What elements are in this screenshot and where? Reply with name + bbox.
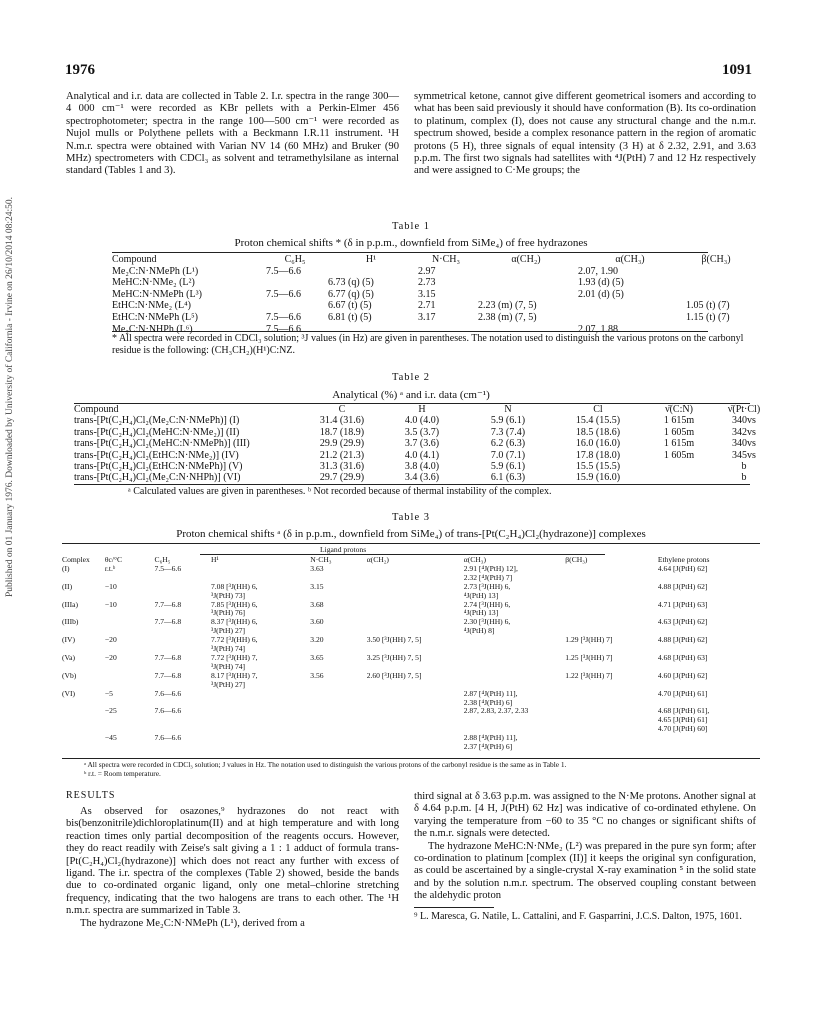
table3-cell: 4.68 [J(PtH) 63] (657, 652, 708, 662)
table2-cell: 5.9 (6.1) (490, 415, 526, 427)
table3-cell (60, 707, 103, 734)
table3-label: Table 3 (391, 512, 431, 523)
right-paragraph-2: The hydrazone MeHC:N·NMe₂ (L²) was prepared in the pure syn form; after co-ordination to platinum [complex (II)] it keeps the original syn configuration, as could be ascertained by a single-crystal X-ray examination ⁵ in the solid state and by the solution n.m.r. spectrum. The observed coupling constant between the aldehydic proton (414, 840, 756, 902)
table-row (60, 690, 762, 708)
table2-cell: 3.5 (3.7) (404, 426, 440, 438)
table3-cell (308, 734, 364, 752)
table3-cell: 7.7—6.8 (154, 599, 182, 609)
table2-cell: trans-[Pt(C₂H₄)Cl₂(EtHC:N·NMe₂)] (IV) (74, 449, 239, 461)
table2-cell: 7.0 (7.1) (490, 449, 526, 461)
table1-header-row (110, 254, 748, 266)
table3-caption: Proton chemical shifts ᵃ (δ in p.p.m., downfield from SiMe₄) of trans-[Pt(C₂H₄)Cl₂(hydrazone)] complexes (176, 528, 646, 540)
table2-cell: 15.4 (15.5) (575, 415, 621, 427)
table3-cell: (Vb) (62, 670, 77, 680)
table-row (60, 672, 762, 690)
table1-cell (264, 300, 326, 312)
table1-cell: 1.05 (t) (7) (686, 300, 730, 312)
table3-cell: 4.60 [J(PtH) 62] (657, 670, 708, 680)
table3-cell (365, 583, 462, 601)
table3-cell: 1.22 [³J(HH) 7] (565, 670, 613, 680)
table3-cell: 8.37 [³J(HH) 6, ³J(PtH) 27] (210, 617, 258, 636)
table2-cell: 16.0 (16.0) (575, 438, 621, 450)
table1-cell: 2.07, 1.90 (578, 265, 618, 277)
table1-cell: 7.5—6.6 (266, 323, 301, 335)
table3-header-cell: α(CH₂) (366, 555, 389, 564)
table3-cell: 4.63 [J(PtH) 62] (657, 617, 708, 627)
footnote-rule (414, 907, 494, 908)
table3-cell (563, 734, 656, 752)
table1-cell (684, 277, 748, 289)
table1-cell: 6.67 (t) (5) (328, 300, 372, 312)
table1-cell: MeHC:N·NMe₂ (L²) (112, 277, 195, 289)
table2-cell: 21.2 (21.3) (319, 449, 365, 461)
table3-cell (103, 672, 153, 690)
table3-header-cell: H¹ (210, 555, 219, 564)
table2-cell: trans-[Pt(C₂H₄)Cl₂(MeHC:N·NMe₂)] (II) (74, 426, 240, 438)
page-number: 1091 (722, 62, 752, 78)
table3-cell: −25 (104, 706, 117, 716)
table3-cell: −5 (104, 688, 113, 698)
table3-cell (308, 707, 364, 734)
table1-cell: 2.01 (d) (5) (578, 288, 624, 300)
right-paragraph-1: third signal at δ 3.63 p.p.m. was assigned to the N·Me protons. Another signal at δ 4.64 p.p.m. [4 H, J(PtH) 62 Hz] was indicative of co-ordinated ethylene. On varying the temperature from −60 to 35 °C no changes or significant shifts of the n.m.r. signals were detected. (414, 791, 756, 840)
table3-cell: 3.68 (310, 599, 324, 609)
table2-header-cell: ν̄(C:N) (665, 404, 693, 415)
table-row (60, 583, 762, 601)
table3-rule-bottom (62, 758, 760, 759)
table2-cell: 3.8 (4.0) (404, 461, 440, 473)
table1-cell: 2.07, 1.88 (578, 323, 618, 335)
table3-cell: 1.25 [³J(HH) 7] (565, 652, 613, 662)
table1-cell (684, 266, 748, 278)
table-row (60, 636, 762, 654)
table1-cell (476, 289, 576, 301)
table2-cell (644, 461, 714, 472)
table1-cell: 7.5—6.6 (266, 265, 301, 277)
table1-cell: EtHC:N·NMe₂ (L⁴) (112, 300, 191, 312)
table2-cell: 340vs (732, 415, 756, 427)
results-paragraph-1: As observed for osazones,⁹ hydrazones do not react with bis(benzonitrile)dichloroplatinum(II) and at high temperature and with long reaction times only partial decomposition of the reagents occurs. However, they do react readily with Zeise's salt giving a 1 : 1 adduct of formula trans-[Pt(C₂H₄)Cl₂(hydrazone)] which does not react any further with excess of ligand. The i.r. spectra of the complexes (Table 2) showed, beside the bands due to co-ordinated organic ligand, only one metal–chlorine stretching frequency, indicating that the two halogens are trans to each other. The ¹H n.m.r. spectra are summarized in Table 3. (66, 806, 399, 917)
table3 (60, 556, 762, 752)
table3-cell: 3.15 (310, 581, 324, 591)
table1 (110, 254, 748, 335)
table2-header-row (72, 404, 774, 415)
table1-cell (326, 266, 416, 278)
table3-cell: (I) (62, 563, 70, 573)
table1-cell: Me₂C:N·NMePh (L¹) (112, 265, 199, 277)
table2-cell: 29.9 (29.9) (319, 438, 365, 450)
table3-footnote-a: ᵃ All spectra were recorded in CDCl₃ solution; J values in Hz. The notation used to distinguish the various protons of the carbonyl residue is the same as in Table 1. (84, 760, 567, 769)
table1-label: Table 1 (391, 221, 431, 232)
table1-header-cell: α(CH₂) (511, 254, 541, 265)
table2-cell: 18.7 (18.9) (319, 426, 365, 438)
table1-cell: 6.73 (q) (5) (328, 277, 374, 289)
table3-cell: (IIIa) (62, 599, 79, 609)
table3-cell (153, 636, 209, 654)
table2-cell: 15.5 (15.5) (575, 461, 621, 473)
table3-cell: 2.87 [⁴J(PtH) 11], 2.38 [⁴J(PtH) 6] (463, 688, 518, 707)
table3-cell (365, 601, 462, 619)
table1-cell: 2.38 (m) (7, 5) (478, 311, 537, 323)
table2-rule-bottom (74, 484, 750, 485)
table-row (110, 289, 748, 301)
table3-cell: 7.6—6.6 (154, 733, 182, 743)
table1-cell: 2.73 (418, 277, 436, 289)
experimental-text: Analytical and i.r. data are collected in Table 2. I.r. spectra in the range 300—4 000 cm⁻¹ were recorded as KBr pellets with a Perkin-Elmer 456 spectrophotometer; spectra in the range 100—500 cm⁻¹ were recorded as Nujol mulls or Polythene pellets with a Beckmann I.R.11 instrument. ¹H N.m.r. spectra were obtained with Varian NV 14 (60 MHz) and Bruker (90 MHz) spectrometers with CDCl₃ as solvent and tetramethylsilane as internal standard (Tables 1 and 3). (66, 91, 399, 177)
table3-group-header: Ligand protons (320, 545, 367, 554)
results-paragraph-2: The hydrazone Me₂C:N·NMePh (L¹), derived from a (80, 917, 305, 929)
table3-cell: 4.68 [J(PtH) 61], 4.65 [J(PtH) 61] 4.70 [J(PtH) 60] (657, 706, 710, 734)
table2-cell: 1 615m (663, 438, 695, 450)
table2-cell: 17.8 (18.0) (575, 449, 621, 461)
table3-cell: −45 (104, 733, 117, 743)
table3-cell: 3.20 (310, 635, 324, 645)
table2 (72, 404, 774, 484)
table1-rule-bottom (112, 331, 708, 332)
table1-cell (576, 312, 684, 324)
table3-cell: 7.5—6.6 (154, 563, 182, 573)
table-row (60, 654, 762, 672)
table1-cell: EtHC:N·NMePh (L⁵) (112, 311, 198, 323)
table2-header-cell: ν̄(Pt·Cl) (727, 404, 761, 415)
table3-cell (563, 601, 656, 619)
table3-cell: 1.29 [³J(HH) 7] (565, 635, 613, 645)
table3-cell: −10 (104, 599, 117, 609)
table2-cell: trans-[Pt(C₂H₄)Cl₂(Me₂C:N·NHPh)] (VI) (74, 472, 241, 484)
table-row (60, 618, 762, 636)
table1-rule-top (112, 252, 708, 253)
table-row (60, 601, 762, 619)
table-row (60, 707, 762, 734)
table1-cell (264, 277, 326, 289)
table3-cell (365, 707, 462, 734)
table1-cell: 3.17 (418, 311, 436, 323)
table3-cell: (VI) (62, 688, 76, 698)
table1-cell: 2.23 (m) (7, 5) (478, 300, 537, 312)
table1-cell (476, 266, 576, 278)
table3-cell (462, 672, 564, 690)
table3-cell: 4.70 [J(PtH) 61] (657, 688, 708, 698)
table3-cell (365, 690, 462, 708)
table2-header-cell: N (504, 404, 512, 415)
table2-label: Table 2 (391, 372, 431, 383)
table-row (60, 734, 762, 752)
table3-cell: 3.65 (310, 652, 324, 662)
table1-cell: 7.5—6.6 (266, 311, 301, 323)
table3-cell: r.t.ᵇ (104, 563, 116, 573)
table2-cell: trans-[Pt(C₂H₄)Cl₂(EtHC:N·NMePh)] (V) (74, 461, 243, 473)
table3-cell (563, 583, 656, 601)
table3-cell: 4.64 [J(PtH) 62] (657, 563, 708, 573)
table-row (72, 415, 774, 426)
table1-header-cell: α(CH₃) (615, 254, 645, 265)
table3-cell: 7.72 [³J(HH) 6, ³J(PtH) 74] (210, 635, 258, 654)
download-watermark (4, 120, 16, 680)
table3-cell (563, 618, 656, 636)
table2-cell: b (741, 461, 747, 473)
table3-cell: 7.7—6.8 (154, 652, 182, 662)
table-row (110, 300, 748, 312)
table2-header-cell: H (418, 404, 426, 415)
table3-cell (365, 565, 462, 583)
table3-cell: 2.73 [³J(HH) 6, ⁴J(PtH) 13] (463, 581, 511, 600)
table-row (72, 438, 774, 449)
table1-cell: 1.15 (t) (7) (686, 311, 730, 323)
table3-cell (209, 565, 308, 583)
table2-cell: 340vs (732, 438, 756, 450)
download-note: Published on 01 January 1976. Downloaded by University of California - Irvine on 26/10/2014 08:24:50. (5, 197, 15, 598)
table3-header-cell: θc/°C (104, 555, 123, 564)
table3-cell (563, 707, 656, 734)
table1-cell: 3.15 (418, 288, 436, 300)
table1-header-cell: H¹ (365, 254, 377, 265)
table3-cell (656, 734, 762, 752)
table3-header-cell: Complex (62, 555, 90, 564)
table3-cell: 3.63 (310, 563, 324, 573)
table1-header-cell: N·CH₃ (432, 254, 460, 265)
table3-cell (209, 734, 308, 752)
table2-header-cell: C (338, 404, 346, 415)
table-row (110, 277, 748, 289)
table3-cell (462, 636, 564, 654)
table2-cell: 342vs (732, 426, 756, 438)
journal-year: 1976 (65, 62, 95, 78)
table2-cell: 3.4 (3.6) (404, 472, 440, 484)
table3-cell: (Va) (62, 652, 76, 662)
table2-cell: b (741, 472, 747, 484)
table3-rule-top (62, 543, 760, 544)
table3-cell: (IV) (62, 635, 76, 645)
table1-cell: 6.81 (t) (5) (328, 311, 372, 323)
table3-group-rule (200, 554, 605, 555)
table3-cell (103, 618, 153, 636)
table-row (110, 266, 748, 278)
discussion-text: symmetrical ketone, cannot give different geometrical isomers and according to what has been said previously it should have conformation (B). Its co-ordination to platinum, complex (I), does not cause any structural change and the n.m.r. spectrum showed, beside a complex resonance pattern in the region of aromatic protons (5 H), three signals of equal intensity (3 H) at δ 2.32, 2.91, and 3.63 p.p.m. The first two signals had satellites with ⁴J(PtH) 7 and 12 Hz respectively and were assigned to C·Me groups; the (414, 91, 756, 177)
table2-cell: 31.4 (31.6) (319, 415, 365, 427)
table-row (72, 461, 774, 472)
table3-cell: 7.7—6.8 (154, 670, 182, 680)
table3-cell: 2.74 [³J(HH) 6, ⁴J(PtH) 13] (463, 599, 511, 618)
table3-cell (209, 690, 308, 708)
table1-header-cell: C₆H₅ (284, 254, 306, 265)
table3-cell (563, 565, 656, 583)
table3-cell: 2.60 [³J(HH) 7, 5] (366, 670, 422, 680)
table3-header-cell: C₆H₅ (154, 555, 171, 564)
right-bottom-column (414, 791, 756, 903)
table3-cell: 2.91 [⁴J(PtH) 12], 2.32 [⁴J(PtH) 7] (463, 563, 518, 582)
table1-cell (576, 300, 684, 312)
table2-cell: 1 615m (663, 415, 695, 427)
table3-cell (462, 654, 564, 672)
table3-cell: (II) (62, 581, 73, 591)
table1-cell: 7.5—6.6 (266, 288, 301, 300)
table3-cell: (IIIb) (62, 617, 79, 627)
table2-cell (644, 472, 714, 483)
table1-cell: 6.77 (q) (5) (328, 288, 374, 300)
table3-cell: 3.60 (310, 617, 324, 627)
table1-cell: 2.97 (418, 265, 436, 277)
reference-footnote: ⁹ L. Maresca, G. Natile, L. Cattalini, and F. Gasparrini, J.C.S. Dalton, 1975, 1601. (414, 911, 742, 922)
top-left-paragraph (66, 91, 399, 178)
table2-cell: 5.9 (6.1) (490, 461, 526, 473)
top-right-paragraph (414, 91, 756, 178)
table1-header-cell: β(CH₃) (701, 254, 731, 265)
table3-cell: 4.71 [J(PtH) 63] (657, 599, 708, 609)
table2-cell: 18.5 (18.6) (575, 426, 621, 438)
table2-cell: 7.3 (7.4) (490, 426, 526, 438)
table2-cell: 345vs (732, 449, 756, 461)
table3-header-cell: N·CH₃ (310, 555, 332, 564)
table2-cell: 31.3 (31.6) (319, 461, 365, 473)
table3-cell: 7.72 [³J(HH) 7, ³J(PtH) 74] (210, 652, 258, 671)
table3-cell: 7.08 [³J(HH) 6, ³J(PtH) 73] (210, 581, 258, 600)
table2-cell: 3.7 (3.6) (404, 438, 440, 450)
table3-cell (308, 690, 364, 708)
table1-cell: MeHC:N·NMePh (L³) (112, 288, 202, 300)
table3-cell: 7.6—6.6 (154, 688, 182, 698)
table3-cell: 2.88 [⁴J(PtH) 11], 2.37 [⁴J(PtH) 6] (463, 733, 518, 752)
table2-cell: trans-[Pt(C₂H₄)Cl₂(MeHC:N·NMePh)] (III) (74, 438, 250, 450)
table3-header-cell: α(CH₃) (463, 555, 486, 564)
table2-cell: 6.1 (6.3) (490, 472, 526, 484)
table2-cell: 6.2 (6.3) (490, 438, 526, 450)
table2-header-cell: Compound (74, 404, 119, 415)
table3-cell: 7.7—6.8 (154, 617, 182, 627)
table2-cell: 15.9 (16.0) (575, 472, 621, 484)
table3-footnote-b: ᵇ r.t. = Room temperature. (84, 769, 161, 778)
results-heading: RESULTS (66, 790, 116, 801)
table3-cell: 4.88 [J(PtH) 62] (657, 581, 708, 591)
table1-cell (684, 289, 748, 301)
table3-cell: 7.85 [³J(HH) 6, ³J(PtH) 76] (210, 599, 258, 618)
table-row (72, 427, 774, 438)
table3-cell (365, 618, 462, 636)
table2-cell: trans-[Pt(C₂H₄)Cl₂(Me₂C:N·NMePh)] (I) (74, 415, 240, 427)
table3-cell: 4.88 [J(PtH) 62] (657, 635, 708, 645)
table2-header-cell: Cl (593, 404, 603, 415)
table2-cell: 29.7 (29.9) (319, 472, 365, 484)
table3-cell: 3.50 [³J(HH) 7, 5] (366, 635, 422, 645)
table1-cell: 2.71 (418, 300, 436, 312)
table1-footnote: * All spectra were recorded in CDCl₃ solution; ³J values (in Hz) are given in parentheses. The notation used to distinguish the various protons on the carbonyl residue is the following: (CH₃CH₂)(H¹)C:NZ. (112, 333, 744, 356)
table-row (110, 312, 748, 324)
table2-cell: 4.0 (4.0) (404, 415, 440, 427)
table-row (72, 472, 774, 483)
table3-cell (209, 707, 308, 734)
table3-cell: 2.87, 2.83, 2.37, 2.33 (463, 706, 529, 716)
table3-cell: 8.17 [³J(HH) 7, ³J(PtH) 27] (210, 670, 258, 689)
table2-cell: 4.0 (4.1) (404, 449, 440, 461)
table3-cell (60, 734, 103, 752)
table2-footnote: ᵃ Calculated values are given in parentheses. ᵇ Not recorded because of thermal instability of the complex. (128, 486, 552, 497)
table1-cell (476, 277, 576, 289)
table1-cell: 1.93 (d) (5) (578, 277, 624, 289)
table1-cell: Me₂C:N·NHPh (L⁶) (112, 323, 193, 335)
table-row (60, 565, 762, 583)
table3-cell: −10 (104, 581, 117, 591)
table3-cell: −20 (104, 652, 117, 662)
table1-caption: Proton chemical shifts * (δ in p.p.m., downfield from SiMe₄) of free hydrazones (234, 237, 588, 249)
table3-cell: −20 (104, 635, 117, 645)
table1-header-cell: Compound (112, 254, 157, 265)
table3-header-cell: β(CH₃) (565, 555, 588, 564)
table3-cell: 3.56 (310, 670, 324, 680)
table2-caption: Analytical (%) ᵃ and i.r. data (cm⁻¹) (332, 389, 490, 401)
table2-cell: 1 605m (663, 449, 695, 461)
results-column (66, 806, 399, 930)
table3-cell (153, 583, 209, 601)
table3-cell (563, 690, 656, 708)
table3-cell: 3.25 [³J(HH) 7, 5] (366, 652, 422, 662)
table3-cell: 2.30 [³J(HH) 6, ⁴J(PtH) 8] (463, 617, 511, 636)
table3-cell: 7.6—6.6 (154, 706, 182, 716)
table3-cell (365, 734, 462, 752)
table-row (72, 450, 774, 461)
table3-header-cell: Ethylene protons (657, 555, 710, 564)
table2-cell: 1 605m (663, 426, 695, 438)
